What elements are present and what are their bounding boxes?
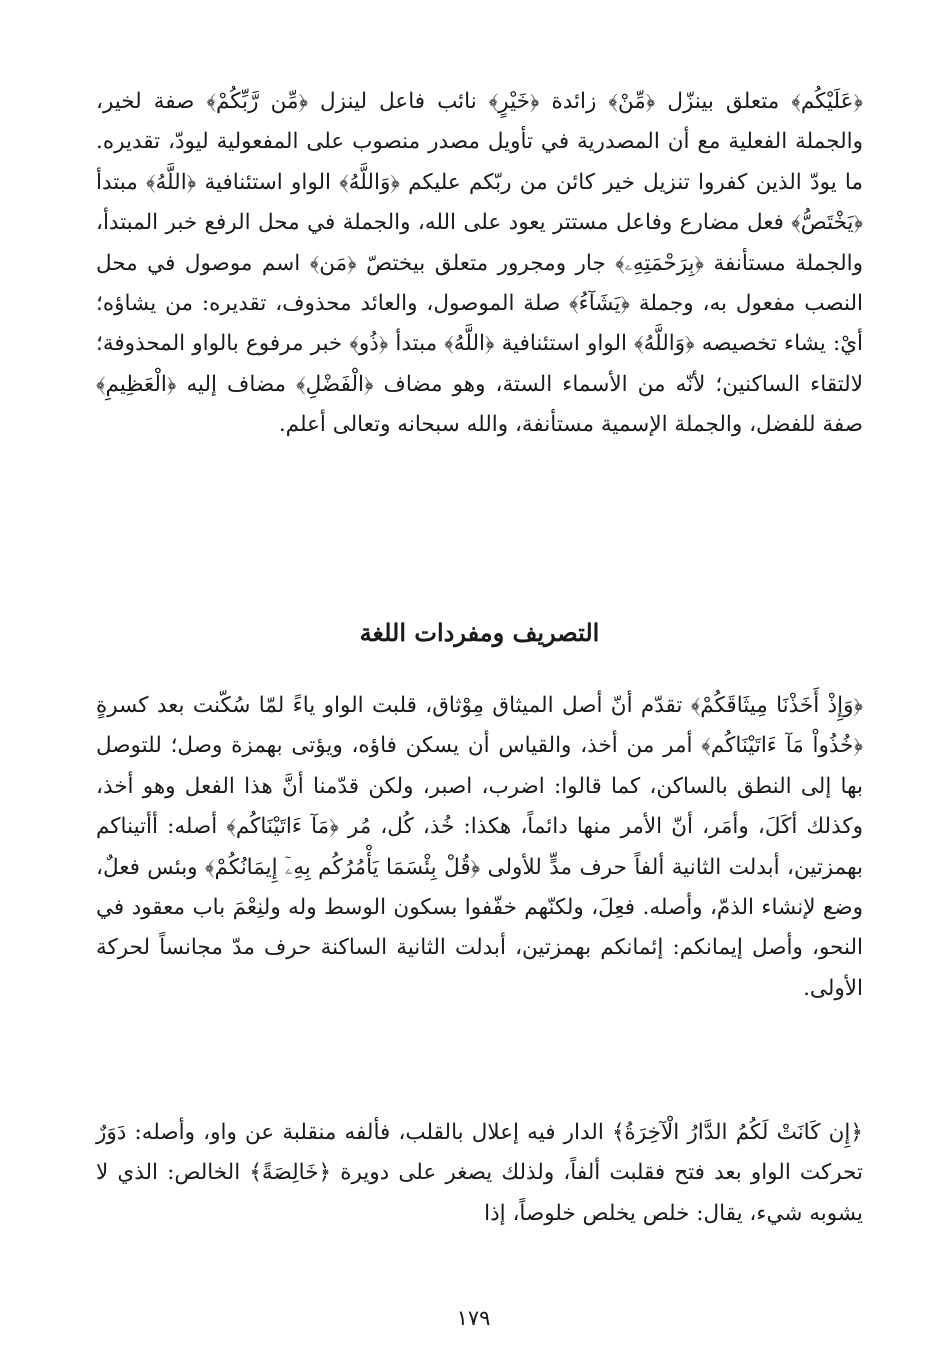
page-number: ١٧٩ [456,1306,491,1330]
paragraph-text: ﴿عَلَيْكُم﴾ متعلق بينزّل ﴿مِّنْ﴾ زائدة ﴿خَيْرٍ﴾ نائب فاعل لينزل ﴿مِّن رَّبِّكُمْ﴾ صفة لخير، والجملة الفعلية مع أن المصدرية في تأويل مصدر منصوب على المفعولية ليودّ، تقديره. ما يودّ الذين كفروا تنزيل خير كائن من ربّكم عليكم ﴿وَاللَّهُ﴾ الواو استئنافية ﴿اللَّهُ﴾ مبتدأ ﴿يَخْتَصُّ﴾ فعل مضارع وفاعل مستتر يعود على الله، والجملة في محل الرفع خبر المبتدأ، والجملة مستأنفة ﴿بِرَحْمَتِهِۦ﴾ جار ومجرور متعلق بيختصّ ﴿مَن﴾ اسم موصول في محل النصب مفعول به، وجملة ﴿يَشَآءُ﴾ صلة الموصول، والعائد محذوف، تقديره: من يشاؤه؛ أيْ: يشاء تخصيصه ﴿وَاللَّهُ﴾ الواو استئنافية ﴿اللَّهُ﴾ مبتدأ ﴿ذُو﴾ خبر مرفوع بالواو المحذوفة؛ لالتقاء الساكنين؛ لأنّه من الأسماء الستة، وهو مضاف ﴿الْفَضْلِ﴾ مضاف إليه ﴿الْعَظِيمِ﴾ صفة للفضل، والجملة الإسمية مستأنفة، والله سبحانه وتعالى أعلم. [96,89,863,438]
section-heading: التصريف ومفردات اللغة [359,618,600,647]
paragraph-grammar-analysis [96,82,863,446]
paragraph-text: ﴿وَإِذْ أَخَذْنَا مِيثَاقَكُمْ﴾ تقدّم أنّ أصل الميثاق مِوْثاق، قلبت الواو ياءً لمّا سُكّنت بعد كسرةٍ ﴿خُذُواْ مَآ ءَاتَيْنَاكُم﴾ أمر من أخذ، والقياس أن يسكن فاؤه، ويؤتى بهمزة وصل؛ للتوصل بها إلى النطق بالساكن، كما قالوا: اضرب، اصبر، ولكن قدّمنا أنَّ هذا الفعل وهو أخذ، وكذلك أكَلَ، وأمَر، أنّ الأمر منها دائماً، هكذا: خُذ، كُل، مُر ﴿مَآ ءَاتَيْنَاكُم﴾ أصله: أأتيناكم بهمزتين، أبدلت الثانية ألفاً حرف مدٍّ للأولى ﴿قُلْ بِئْسَمَا يَأْمُرُكُم بِهِۦٓ إِيمَانُكُمْ﴾ وبئس فعلٌ، وضع لإنشاء الذمّ، وأصله. فعِلَ، ولكنّهم خفّفوا بسكون الوسط وله ولنِعْمَ باب معقود في النحو، وأصل إيمانكم: إئمانكم بهمزتين، أبدلت الثانية الساكنة حرف مدّ مجانساً لحركة الأولى. [96,693,863,1001]
paragraph-vocabulary [96,1113,863,1234]
paragraph-text: ﴿إِن كَانَتْ لَكُمُ الدَّارُ الْآخِرَةُ﴾ الدار فيه إعلال بالقلب، فألفه منقلبة عن واو، وأصله: دَوَرٌ تحركت الواو بعد فتح فقلبت ألفاً، ولذلك يصغر على دويرة ﴿خَالِصَةً﴾ الخالص: الذي لا يشوبه شيء، يقال: خلص يخلص خلوصاً، إذا [96,1120,863,1226]
paragraph-morphology [96,686,863,1009]
